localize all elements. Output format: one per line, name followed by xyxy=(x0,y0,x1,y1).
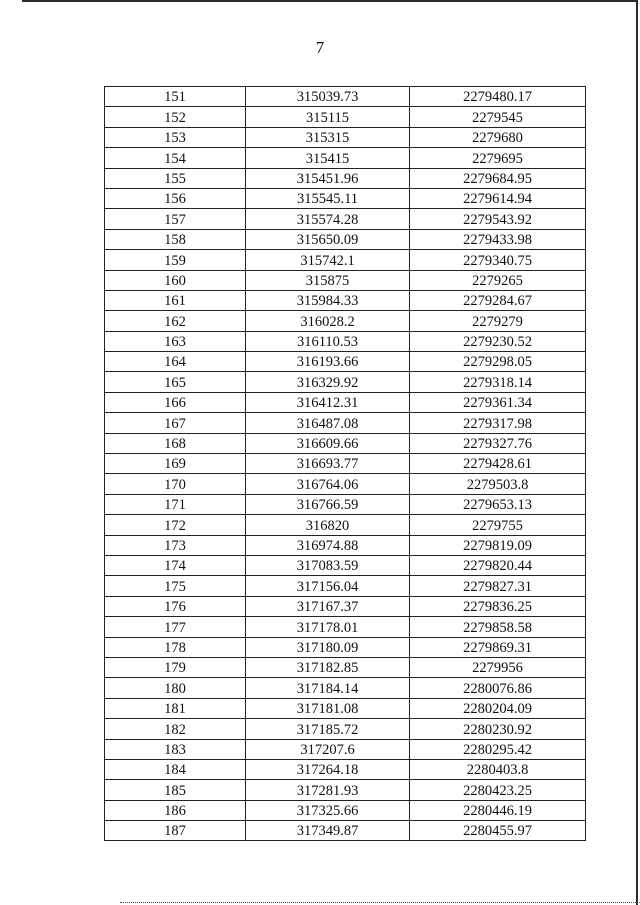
point-number-cell: 173 xyxy=(105,535,246,555)
y-coordinate-cell: 2279543.92 xyxy=(410,209,586,229)
x-coordinate-cell: 317178.01 xyxy=(246,617,410,637)
point-number-cell: 179 xyxy=(105,657,246,677)
point-number-cell: 176 xyxy=(105,596,246,616)
y-coordinate-cell: 2279684.95 xyxy=(410,168,586,188)
x-coordinate-cell: 317180.09 xyxy=(246,637,410,657)
point-number-cell: 182 xyxy=(105,719,246,739)
point-number-cell: 162 xyxy=(105,311,246,331)
y-coordinate-cell: 2280403.8 xyxy=(410,759,586,779)
y-coordinate-cell: 2279827.31 xyxy=(410,576,586,596)
y-coordinate-cell: 2280295.42 xyxy=(410,739,586,759)
table-row xyxy=(105,209,586,229)
x-coordinate-cell: 317182.85 xyxy=(246,657,410,677)
table-row xyxy=(105,270,586,290)
table-row xyxy=(105,87,586,107)
x-coordinate-cell: 316693.77 xyxy=(246,454,410,474)
y-coordinate-cell: 2279503.8 xyxy=(410,474,586,494)
x-coordinate-cell: 316110.53 xyxy=(246,331,410,351)
y-coordinate-cell: 2279265 xyxy=(410,270,586,290)
table-row xyxy=(105,657,586,677)
x-coordinate-cell: 317264.18 xyxy=(246,759,410,779)
point-number-cell: 184 xyxy=(105,759,246,779)
point-number-cell: 177 xyxy=(105,617,246,637)
y-coordinate-cell: 2279480.17 xyxy=(410,87,586,107)
table-row xyxy=(105,474,586,494)
x-coordinate-cell: 315415 xyxy=(246,148,410,168)
y-coordinate-cell: 2279298.05 xyxy=(410,352,586,372)
y-coordinate-cell: 2280230.92 xyxy=(410,719,586,739)
point-number-cell: 160 xyxy=(105,270,246,290)
point-number-cell: 153 xyxy=(105,127,246,147)
table-row xyxy=(105,535,586,555)
y-coordinate-cell: 2279820.44 xyxy=(410,555,586,575)
y-coordinate-cell: 2280204.09 xyxy=(410,698,586,718)
x-coordinate-cell: 316193.66 xyxy=(246,352,410,372)
x-coordinate-cell: 316487.08 xyxy=(246,413,410,433)
table-row xyxy=(105,148,586,168)
y-coordinate-cell: 2279340.75 xyxy=(410,250,586,270)
y-coordinate-cell: 2279230.52 xyxy=(410,331,586,351)
table-row xyxy=(105,331,586,351)
y-coordinate-cell: 2280455.97 xyxy=(410,821,586,841)
x-coordinate-cell: 317207.6 xyxy=(246,739,410,759)
x-coordinate-cell: 316609.66 xyxy=(246,433,410,453)
y-coordinate-cell: 2279317.98 xyxy=(410,413,586,433)
x-coordinate-cell: 316766.59 xyxy=(246,494,410,514)
y-coordinate-cell: 2279318.14 xyxy=(410,372,586,392)
point-number-cell: 154 xyxy=(105,148,246,168)
point-number-cell: 178 xyxy=(105,637,246,657)
point-number-cell: 167 xyxy=(105,413,246,433)
page-number: 7 xyxy=(315,38,325,57)
table-row xyxy=(105,372,586,392)
y-coordinate-cell: 2279284.67 xyxy=(410,290,586,310)
table-row xyxy=(105,454,586,474)
x-coordinate-cell: 317184.14 xyxy=(246,678,410,698)
y-coordinate-cell: 2279836.25 xyxy=(410,596,586,616)
table-row xyxy=(105,188,586,208)
y-coordinate-cell: 2279858.58 xyxy=(410,617,586,637)
x-coordinate-cell: 315574.28 xyxy=(246,209,410,229)
x-coordinate-cell: 316764.06 xyxy=(246,474,410,494)
table-row xyxy=(105,250,586,270)
x-coordinate-cell: 316412.31 xyxy=(246,392,410,412)
x-coordinate-cell: 315742.1 xyxy=(246,250,410,270)
coordinates-table-body xyxy=(105,87,586,841)
point-number-cell: 185 xyxy=(105,780,246,800)
point-number-cell: 170 xyxy=(105,474,246,494)
table-row xyxy=(105,311,586,331)
y-coordinate-cell: 2279433.98 xyxy=(410,229,586,249)
point-number-cell: 156 xyxy=(105,188,246,208)
y-coordinate-cell: 2279869.31 xyxy=(410,637,586,657)
y-coordinate-cell: 2280446.19 xyxy=(410,800,586,820)
point-number-cell: 161 xyxy=(105,290,246,310)
table-row xyxy=(105,229,586,249)
x-coordinate-cell: 315984.33 xyxy=(246,290,410,310)
y-coordinate-cell: 2279428.61 xyxy=(410,454,586,474)
y-coordinate-cell: 2279361.34 xyxy=(410,392,586,412)
x-coordinate-cell: 317281.93 xyxy=(246,780,410,800)
table-row xyxy=(105,127,586,147)
table-row xyxy=(105,107,586,127)
coordinates-table xyxy=(104,86,586,841)
table-row xyxy=(105,800,586,820)
table-row xyxy=(105,821,586,841)
point-number-cell: 166 xyxy=(105,392,246,412)
x-coordinate-cell: 315451.96 xyxy=(246,168,410,188)
table-row xyxy=(105,617,586,637)
point-number-cell: 155 xyxy=(105,168,246,188)
table-row xyxy=(105,759,586,779)
point-number-cell: 159 xyxy=(105,250,246,270)
table-row xyxy=(105,290,586,310)
x-coordinate-cell: 317325.66 xyxy=(246,800,410,820)
x-coordinate-cell: 317156.04 xyxy=(246,576,410,596)
x-coordinate-cell: 316329.92 xyxy=(246,372,410,392)
table-row xyxy=(105,596,586,616)
y-coordinate-cell: 2279327.76 xyxy=(410,433,586,453)
point-number-cell: 157 xyxy=(105,209,246,229)
point-number-cell: 168 xyxy=(105,433,246,453)
y-coordinate-cell: 2279614.94 xyxy=(410,188,586,208)
table-row xyxy=(105,168,586,188)
table-row xyxy=(105,780,586,800)
x-coordinate-cell: 317185.72 xyxy=(246,719,410,739)
table-row xyxy=(105,392,586,412)
point-number-cell: 171 xyxy=(105,494,246,514)
right-border-line xyxy=(636,0,638,905)
table-row xyxy=(105,637,586,657)
x-coordinate-cell: 316974.88 xyxy=(246,535,410,555)
point-number-cell: 151 xyxy=(105,87,246,107)
point-number-cell: 169 xyxy=(105,454,246,474)
table-row xyxy=(105,352,586,372)
table-row xyxy=(105,515,586,535)
table-row xyxy=(105,678,586,698)
x-coordinate-cell: 315315 xyxy=(246,127,410,147)
point-number-cell: 152 xyxy=(105,107,246,127)
x-coordinate-cell: 316028.2 xyxy=(246,311,410,331)
x-coordinate-cell: 317349.87 xyxy=(246,821,410,841)
point-number-cell: 165 xyxy=(105,372,246,392)
y-coordinate-cell: 2279956 xyxy=(410,657,586,677)
x-coordinate-cell: 316820 xyxy=(246,515,410,535)
point-number-cell: 172 xyxy=(105,515,246,535)
table-row xyxy=(105,555,586,575)
y-coordinate-cell: 2279819.09 xyxy=(410,535,586,555)
y-coordinate-cell: 2280423.25 xyxy=(410,780,586,800)
x-coordinate-cell: 315875 xyxy=(246,270,410,290)
x-coordinate-cell: 317181.08 xyxy=(246,698,410,718)
table-row xyxy=(105,698,586,718)
point-number-cell: 158 xyxy=(105,229,246,249)
table-row xyxy=(105,739,586,759)
y-coordinate-cell: 2280076.86 xyxy=(410,678,586,698)
y-coordinate-cell: 2279680 xyxy=(410,127,586,147)
table-row xyxy=(105,494,586,514)
point-number-cell: 187 xyxy=(105,821,246,841)
point-number-cell: 183 xyxy=(105,739,246,759)
x-coordinate-cell: 315039.73 xyxy=(246,87,410,107)
y-coordinate-cell: 2279545 xyxy=(410,107,586,127)
table-row xyxy=(105,433,586,453)
table-row xyxy=(105,413,586,433)
point-number-cell: 181 xyxy=(105,698,246,718)
top-border-line xyxy=(22,0,636,2)
y-coordinate-cell: 2279695 xyxy=(410,148,586,168)
point-number-cell: 186 xyxy=(105,800,246,820)
point-number-cell: 164 xyxy=(105,352,246,372)
x-coordinate-cell: 317167.37 xyxy=(246,596,410,616)
y-coordinate-cell: 2279755 xyxy=(410,515,586,535)
point-number-cell: 175 xyxy=(105,576,246,596)
point-number-cell: 180 xyxy=(105,678,246,698)
y-coordinate-cell: 2279653.13 xyxy=(410,494,586,514)
table-row xyxy=(105,576,586,596)
y-coordinate-cell: 2279279 xyxy=(410,311,586,331)
point-number-cell: 174 xyxy=(105,555,246,575)
bottom-dotted-line xyxy=(120,902,640,903)
x-coordinate-cell: 315650.09 xyxy=(246,229,410,249)
x-coordinate-cell: 315545.11 xyxy=(246,188,410,208)
point-number-cell: 163 xyxy=(105,331,246,351)
table-row xyxy=(105,719,586,739)
x-coordinate-cell: 315115 xyxy=(246,107,410,127)
x-coordinate-cell: 317083.59 xyxy=(246,555,410,575)
